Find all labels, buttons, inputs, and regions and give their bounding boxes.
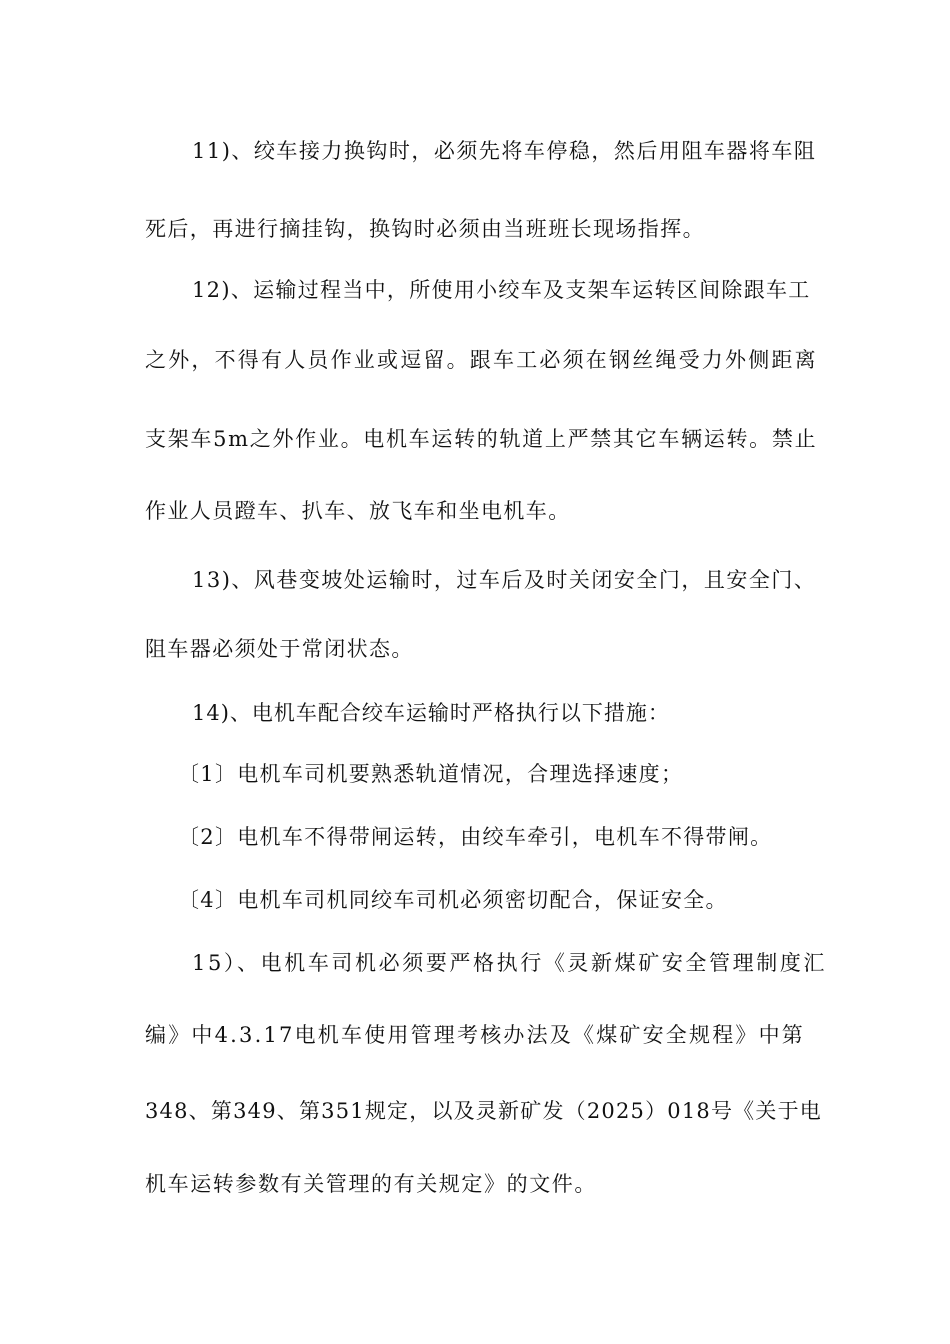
paragraph-15-line-3: 348、第349、第351规定，以及灵新矿发（2025）018号《关于电 (145, 1099, 822, 1123)
measure-item-4: 〔4〕电机车司机同绞车司机必须密切配合，保证安全。 (178, 888, 728, 912)
paragraph-15-line-4: 机车运转参数有关管理的有关规定》的文件。 (145, 1172, 597, 1196)
paragraph-14-heading: 14)、电机车配合绞车运输时严格执行以下措施： (192, 701, 670, 725)
paragraph-11-line-2: 死后，再进行摘挂钩，换钩时必须由当班班长现场指挥。 (145, 217, 705, 241)
paragraph-12-line-3: 支架车5m之外作业。电机车运转的轨道上严禁其它车辆运转。禁止 (145, 427, 818, 451)
paragraph-13-line-1: 13)、风巷变坡处运输时，过车后及时关闭安全门，且安全门、 (192, 568, 817, 592)
measure-item-1: 〔1〕电机车司机要熟悉轨道情况，合理选择速度； (178, 762, 684, 786)
paragraph-12-line-4: 作业人员蹬车、扒车、放飞车和坐电机车。 (145, 499, 571, 523)
paragraph-15-line-1: 15）、电机车司机必须要严格执行《灵新煤矿安全管理制度汇 (192, 951, 828, 975)
paragraph-13-line-2: 阻车器必须处于常闭状态。 (145, 637, 414, 661)
paragraph-11-line-1: 11)、绞车接力换钩时，必须先将车停稳，然后用阻车器将车阻 (192, 139, 817, 163)
measure-item-2: 〔2〕电机车不得带闸运转，由绞车牵引，电机车不得带闸。 (178, 825, 773, 849)
paragraph-15-line-2: 编》中4.3.17电机车使用管理考核办法及《煤矿安全规程》中第 (145, 1023, 805, 1047)
paragraph-12-line-1: 12)、运输过程当中，所使用小绞车及支架车运转区间除跟车工 (192, 278, 811, 302)
paragraph-12-line-2: 之外，不得有人员作业或逗留。跟车工必须在钢丝绳受力外侧距离 (145, 348, 818, 372)
